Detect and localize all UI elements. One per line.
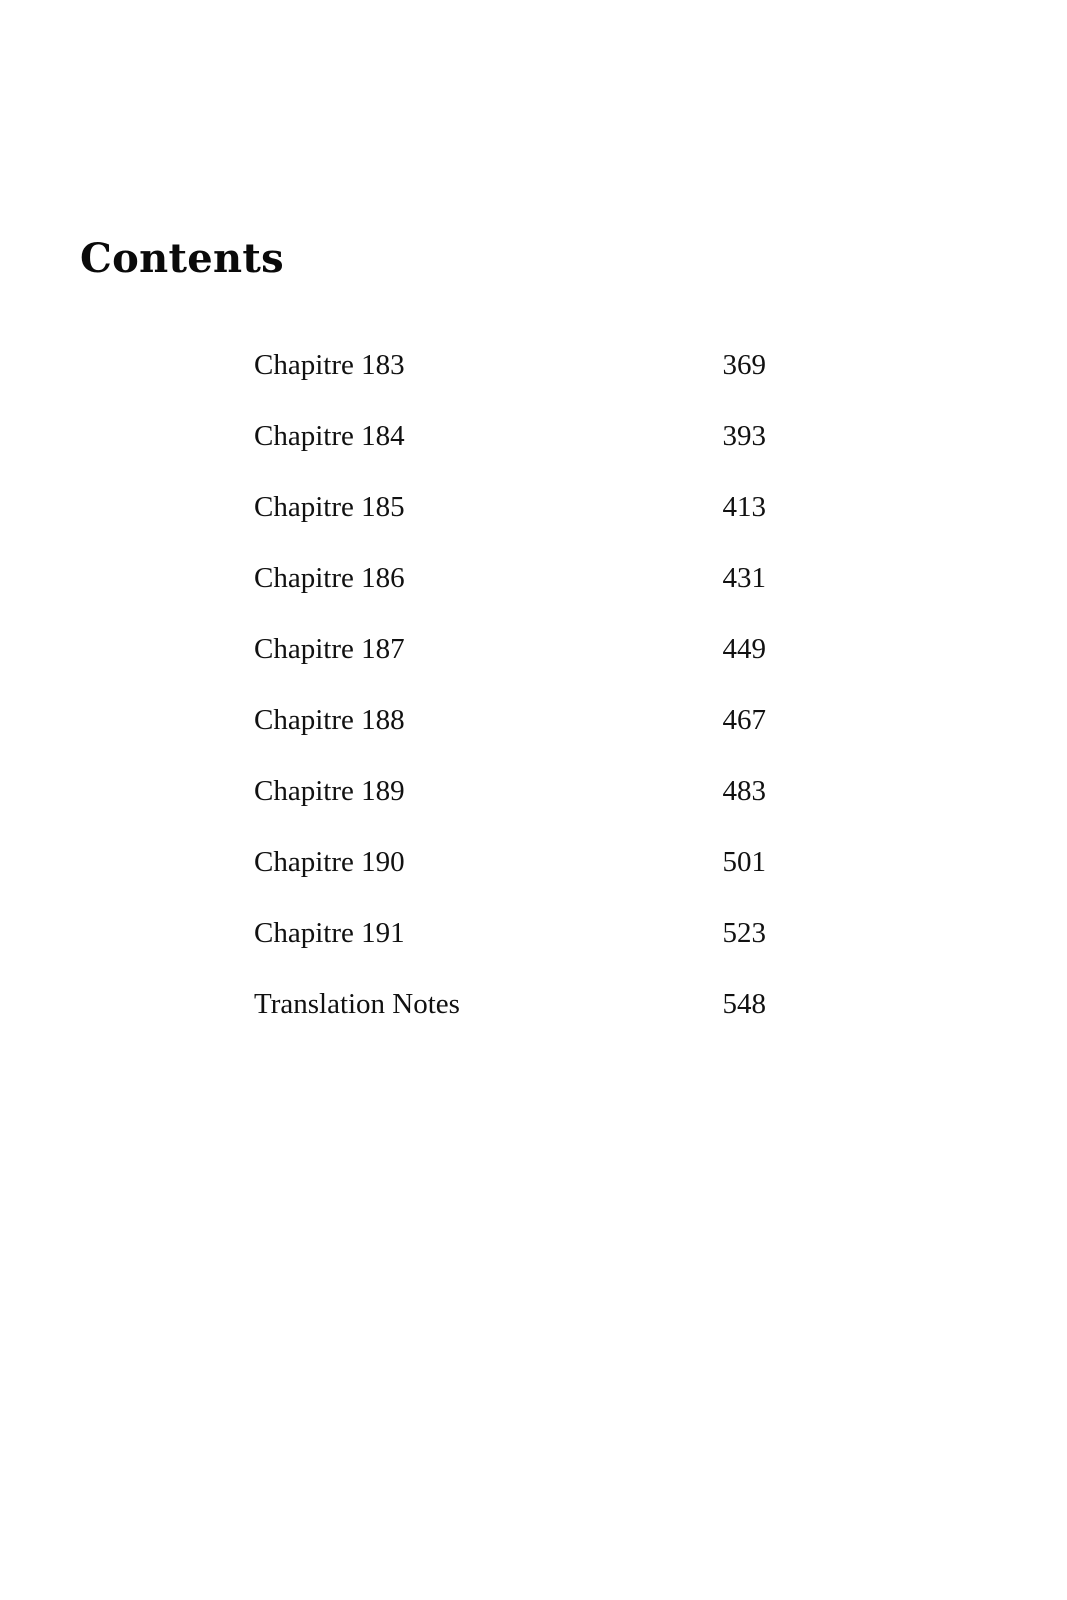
toc-entry[interactable] xyxy=(254,343,766,414)
toc-entry-page-number: 413 xyxy=(722,491,766,523)
toc-entry-label: Chapitre 187 xyxy=(254,633,405,665)
toc-entry[interactable] xyxy=(254,840,766,911)
toc-entry-page-number: 449 xyxy=(722,633,766,665)
toc-entry[interactable] xyxy=(254,414,766,485)
toc-entry-label: Chapitre 188 xyxy=(254,704,405,736)
toc-entry-label: Chapitre 184 xyxy=(254,420,405,452)
toc-entry-label: Chapitre 186 xyxy=(254,562,405,594)
toc-entry-page-number: 369 xyxy=(722,349,766,381)
toc-entry-label: Translation Notes xyxy=(254,988,460,1020)
toc-entry-page-number: 431 xyxy=(722,562,766,594)
table-of-contents xyxy=(254,343,766,1053)
toc-entry-label: Chapitre 189 xyxy=(254,775,405,807)
toc-entry-page-number: 523 xyxy=(722,917,766,949)
toc-entry[interactable] xyxy=(254,485,766,556)
toc-entry-label: Chapitre 191 xyxy=(254,917,405,949)
toc-entry[interactable] xyxy=(254,556,766,627)
toc-entry-page-number: 467 xyxy=(722,704,766,736)
toc-entry-page-number: 501 xyxy=(722,846,766,878)
toc-entry-label: Chapitre 183 xyxy=(254,349,405,381)
toc-entry[interactable] xyxy=(254,911,766,982)
toc-entry[interactable] xyxy=(254,627,766,698)
toc-entry-page-number: 483 xyxy=(722,775,766,807)
toc-entry-label: Chapitre 190 xyxy=(254,846,405,878)
toc-entry[interactable] xyxy=(254,982,766,1053)
toc-entry[interactable] xyxy=(254,769,766,840)
toc-entry-page-number: 548 xyxy=(722,988,766,1020)
toc-entry[interactable] xyxy=(254,698,766,769)
toc-entry-label: Chapitre 185 xyxy=(254,491,405,523)
toc-entry-page-number: 393 xyxy=(722,420,766,452)
page-title: Contents xyxy=(80,235,285,282)
